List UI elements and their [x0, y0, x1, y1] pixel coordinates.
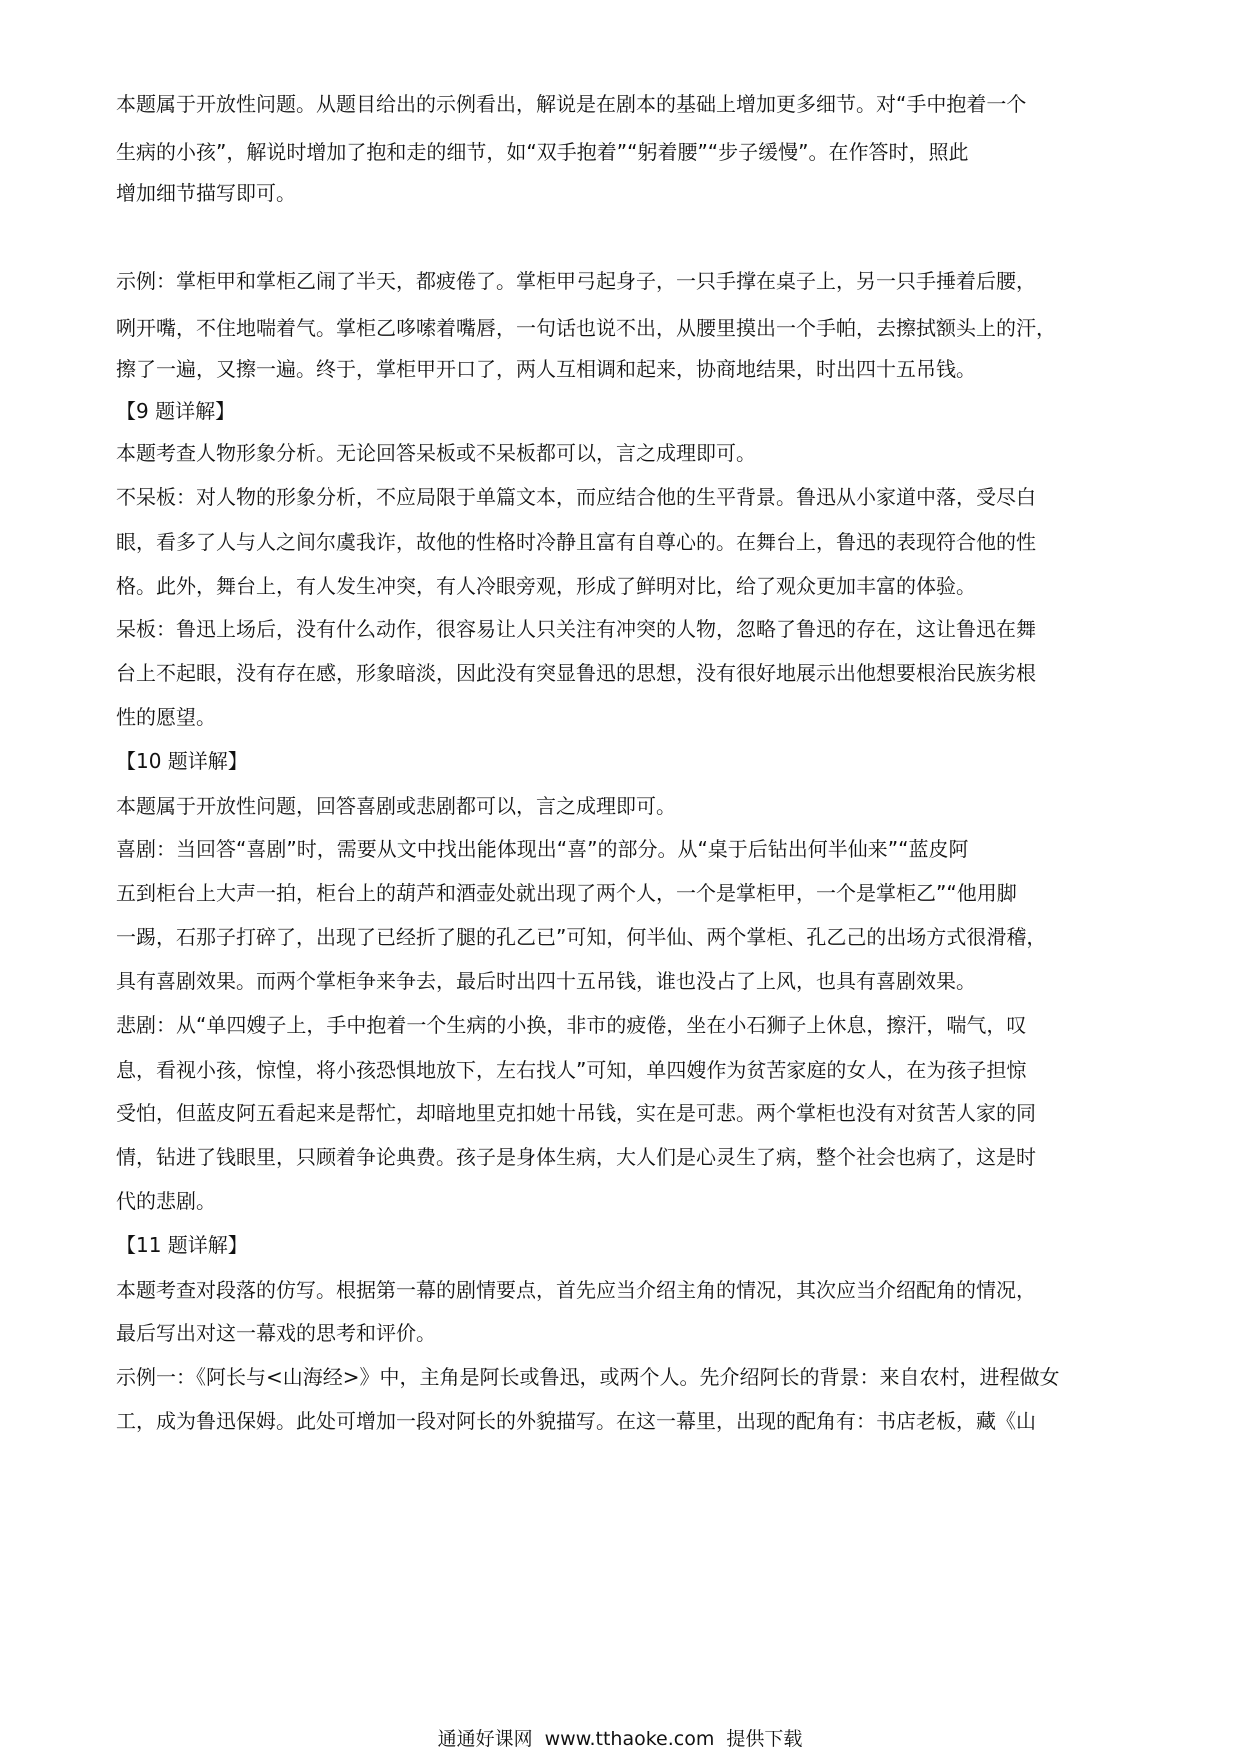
text-line: 本题考查人物形象分析。无论回答呆板或不呆板都可以，言之成理即可。: [116, 441, 756, 465]
text-line: 一踢，石那子打碎了，出现了已经折了腿的孔乙已”可知，何半仙、两个掌柜、孔乙己的出场方式很滑稽，: [116, 925, 1047, 949]
text-line: 受怕，但蓝皮阿五看起来是帮忙，却暗地里克扣她十吊钱，实在是可悲。两个掌柜也没有对贫苦人家的同: [116, 1101, 1036, 1125]
text-line: 本题属于开放性问题。从题目给出的示例看出，解说是在剧本的基础上增加更多细节。对“手中抱着一个: [116, 92, 1027, 116]
text-line: 【9 题详解】: [116, 399, 236, 423]
text-line: 本题考查对段落的仿写。根据第一幕的剧情要点，首先应当介绍主角的情况，其次应当介绍配角的情况，: [116, 1278, 1036, 1302]
text-line: 咧开嘴，不住地喘着气。掌柜乙哆嗦着嘴唇，一句话也说不出，从腰里摸出一个手帕，去擦拭额头上的汗，: [116, 316, 1056, 340]
footer: [0, 1727, 1240, 1751]
text-line: 【11 题详解】: [116, 1233, 248, 1257]
text-line: 增加细节描写即可。: [116, 181, 296, 205]
text-line: 台上不起眼，没有存在感，形象暗淡，因此没有突显鲁迅的思想，没有很好地展示出他想要根治民族劣根: [116, 661, 1036, 685]
text-line: 示例一：《阿长与<山海经>》中，主角是阿长或鲁迅，或两个人。先介绍阿长的背景：来自农村，进程做女: [116, 1365, 1060, 1389]
text-line: 生病的小孩”，解说时增加了抱和走的细节，如“双手抱着”“躬着腰”“步子缓慢”。在作答时，照此: [116, 140, 969, 164]
text-line: 性的愿望。: [116, 705, 216, 729]
text-line: 最后写出对这一幕戏的思考和评价。: [116, 1321, 436, 1345]
text-line: 示例：掌柜甲和掌柜乙闹了半天，都疲倦了。掌柜甲弓起身子，一只手撑在桌子上，另一只手捶着后腰，: [116, 269, 1036, 293]
text-line: 本题属于开放性问题，回答喜剧或悲剧都可以，言之成理即可。: [116, 794, 676, 818]
text-line: 五到柜台上大声一拍，柜台上的葫芦和酒壶处就出现了两个人，一个是掌柜甲，一个是掌柜乙”“他用脚: [116, 881, 1017, 905]
footer-url[interactable]: www.tthaoke.com: [544, 1728, 715, 1750]
text-line: 【10 题详解】: [116, 749, 248, 773]
text-line: 代的悲剧。: [116, 1189, 216, 1213]
text-line: 工，成为鲁迅保姆。此处可增加一段对阿长的外貌描写。在这一幕里，出现的配角有：书店老板，藏《山: [116, 1409, 1036, 1433]
text-line: 悲剧：从“单四嫂子上，手中抱着一个生病的小换，非市的疲倦，坐在小石狮子上休息，擦汗，喘气，叹: [116, 1013, 1027, 1037]
text-line: 喜剧：当回答“喜剧”时，需要从文中找出能体现出“喜”的部分。从“桌于后钻出何半仙来”“蓝皮阿: [116, 837, 969, 861]
text-line: 眼，看多了人与人之间尔虞我诈，故他的性格时冷静且富有自尊心的。在舞台上，鲁迅的表现符合他的性: [116, 530, 1036, 554]
text-line: 息，看视小孩，惊惶，将小孩恐惧地放下，左右找人”可知，单四嫂作为贫苦家庭的女人，在为孩子担惊: [116, 1058, 1027, 1082]
footer-suffix: 提供下载: [726, 1728, 803, 1750]
footer-site-name: 通通好课网: [437, 1728, 533, 1750]
text-line: 具有喜剧效果。而两个掌柜争来争去，最后时出四十五吊钱，谁也没占了上风，也具有喜剧效果。: [116, 969, 976, 993]
text-line: 擦了一遍，又擦一遍。终于，掌柜甲开口了，两人互相调和起来，协商地结果，时出四十五吊钱。: [116, 357, 976, 381]
text-line: 呆板：鲁迅上场后，没有什么动作，很容易让人只关注有冲突的人物，忽略了鲁迅的存在，这让鲁迅在舞: [116, 617, 1036, 641]
text-line: 格。此外，舞台上，有人发生冲突，有人冷眼旁观，形成了鲜明对比，给了观众更加丰富的体验。: [116, 574, 976, 598]
text-line: 情，钻进了钱眼里，只顾着争论典费。孩子是身体生病，大人们是心灵生了病，整个社会也病了，这是时: [116, 1145, 1036, 1169]
text-line: 不呆板：对人物的形象分析，不应局限于单篇文本，而应结合他的生平背景。鲁迅从小家道中落，受尽白: [116, 485, 1036, 509]
